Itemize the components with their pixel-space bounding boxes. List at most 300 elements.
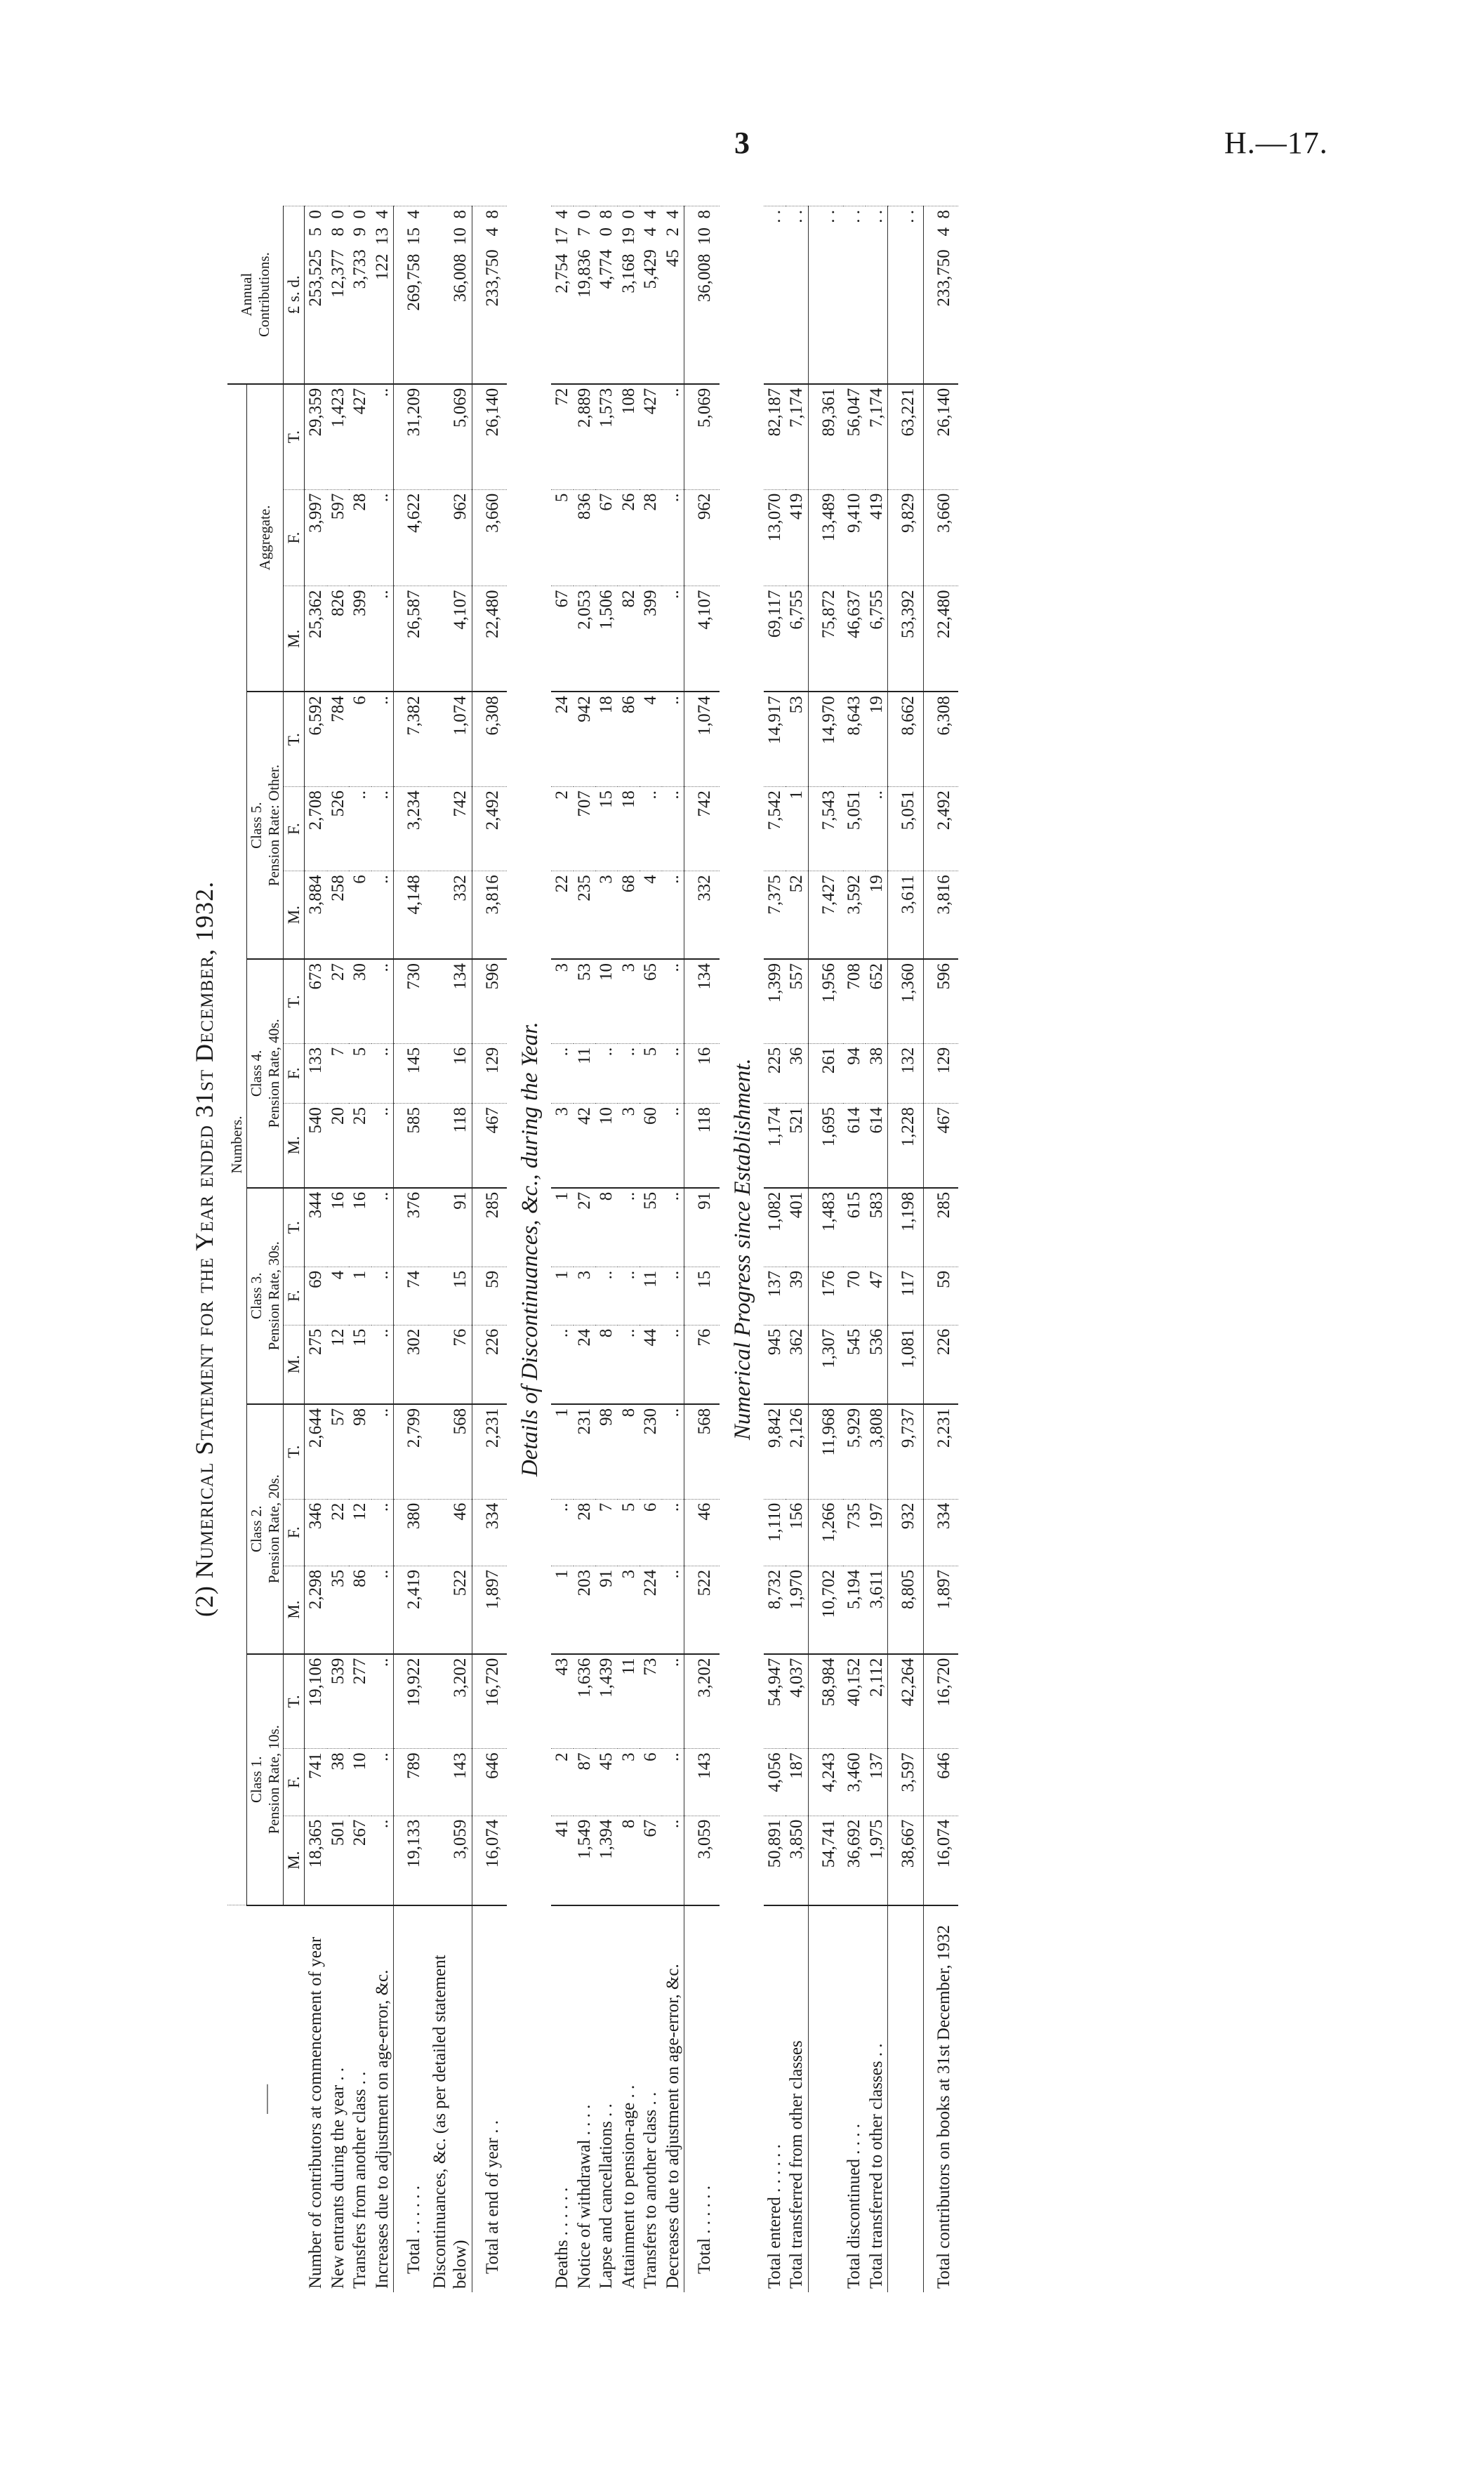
cell-value: 1,483 bbox=[808, 1188, 843, 1267]
cell-value: 1 bbox=[786, 787, 808, 871]
cell-value: 585 bbox=[394, 1103, 429, 1187]
cell-value: 63,221 bbox=[888, 384, 924, 489]
contribution-value: 233,750 4 8 bbox=[472, 206, 507, 384]
cell-value: 98 bbox=[349, 1404, 371, 1499]
cell-value: 1,198 bbox=[888, 1188, 924, 1267]
cell-value: 20 bbox=[327, 1103, 350, 1187]
cell-value: 67 bbox=[640, 1816, 662, 1905]
cell-value: 31,209 bbox=[394, 384, 429, 489]
cell-value: 380 bbox=[394, 1499, 429, 1566]
cell-value: 399 bbox=[349, 586, 371, 692]
cell-value: 7,174 bbox=[786, 384, 808, 489]
cell-value: 302 bbox=[394, 1325, 429, 1404]
cell-value: 2,231 bbox=[923, 1404, 958, 1499]
row-label: Notice of withdrawal . . . . bbox=[574, 1905, 596, 2292]
cell-value: 137 bbox=[866, 1749, 888, 1816]
cell-value: 50,891 bbox=[764, 1816, 786, 1905]
cell-value: 60 bbox=[640, 1103, 662, 1187]
cell-value: 1,074 bbox=[429, 692, 472, 786]
section-heading: Details of Discontinuances, &c., during the Year. bbox=[517, 1022, 543, 1477]
cell-value: 134 bbox=[429, 959, 472, 1043]
annual-contributions-header: Annual Contributions. bbox=[227, 206, 284, 384]
cell-value: 11 bbox=[618, 1654, 640, 1749]
cell-value: 235 bbox=[574, 871, 596, 959]
cell-value: 285 bbox=[472, 1188, 507, 1267]
cell-value: 16,720 bbox=[472, 1654, 507, 1749]
table-row bbox=[684, 206, 720, 2293]
class-group-header: Class 5. Pension Rate: Other. bbox=[246, 692, 284, 959]
contribution-value: 233,750 4 8 bbox=[923, 206, 958, 384]
cell-value: 526 bbox=[327, 787, 350, 871]
cell-value: 43 bbox=[551, 1654, 574, 1749]
cell-value: 5,194 bbox=[843, 1566, 866, 1653]
row-label: Total discontinued . . . . bbox=[843, 1905, 866, 2292]
cell-value: 8 bbox=[595, 1188, 618, 1267]
cell-value: 9,737 bbox=[888, 1404, 924, 1499]
cell-value: 3 bbox=[618, 1749, 640, 1816]
cell-value: 13,070 bbox=[764, 489, 786, 586]
cell-value: 540 bbox=[305, 1103, 327, 1187]
section-heading: Numerical Progress since Establishment. bbox=[729, 1058, 755, 1441]
row-label bbox=[808, 1905, 843, 2292]
cell-value: 1,174 bbox=[764, 1103, 786, 1187]
cell-value: 35 bbox=[327, 1566, 350, 1653]
cell-value: 1,307 bbox=[808, 1325, 843, 1404]
cell-value: 4 bbox=[640, 871, 662, 959]
cell-value: 16 bbox=[349, 1188, 371, 1267]
contribution-value: 12,377 8 0 bbox=[327, 206, 350, 384]
cell-value: 53 bbox=[786, 692, 808, 786]
cell-value: 65 bbox=[640, 959, 662, 1043]
cell-value: 1,636 bbox=[574, 1654, 596, 1749]
cell-value: .. bbox=[662, 1043, 684, 1103]
row-label: Lapse and cancellations . . bbox=[595, 1905, 618, 2292]
contribution-value: 253,525 5 0 bbox=[305, 206, 327, 384]
cell-value: 58,984 bbox=[808, 1654, 843, 1749]
cell-value: 15 bbox=[429, 1267, 472, 1325]
cell-value: 16 bbox=[429, 1043, 472, 1103]
table-row bbox=[429, 206, 472, 2293]
cell-value: 521 bbox=[786, 1103, 808, 1187]
cell-value: 7,542 bbox=[764, 787, 786, 871]
cell-value: .. bbox=[866, 787, 888, 871]
title-text: Numerical Statement for the Year ended 31st December, 1932. bbox=[190, 880, 218, 1579]
cell-value: 25 bbox=[349, 1103, 371, 1187]
table-row bbox=[662, 206, 684, 2293]
cell-value: 26,140 bbox=[923, 384, 958, 489]
cell-value: .. bbox=[371, 959, 394, 1043]
cell-value: 12 bbox=[327, 1325, 350, 1404]
cell-value: 231 bbox=[574, 1404, 596, 1499]
cell-value: 59 bbox=[472, 1267, 507, 1325]
cell-value: 362 bbox=[786, 1325, 808, 1404]
cell-value: 2,231 bbox=[472, 1404, 507, 1499]
cell-value: 332 bbox=[684, 871, 720, 959]
cell-value: 26,140 bbox=[472, 384, 507, 489]
sub-column-header: T. bbox=[284, 1654, 305, 1749]
cell-value: 1,549 bbox=[574, 1816, 596, 1905]
cell-value: .. bbox=[662, 871, 684, 959]
cell-value: 5,929 bbox=[843, 1404, 866, 1499]
cell-value: 54,947 bbox=[764, 1654, 786, 1749]
cell-value: 1,506 bbox=[595, 586, 618, 692]
cell-value: 10 bbox=[595, 959, 618, 1043]
cell-value: 132 bbox=[888, 1043, 924, 1103]
cell-value: 1 bbox=[551, 1404, 574, 1499]
cell-value: 13,489 bbox=[808, 489, 843, 586]
row-label: Increases due to adjustment on age-error, &c. bbox=[371, 1905, 394, 2292]
cell-value: 4,148 bbox=[394, 871, 429, 959]
cell-value: 41 bbox=[551, 1816, 574, 1905]
cell-value: 16 bbox=[684, 1043, 720, 1103]
cell-value: 7,543 bbox=[808, 787, 843, 871]
cell-value: 15 bbox=[684, 1267, 720, 1325]
cell-value: 3,592 bbox=[843, 871, 866, 959]
cell-value: 1,228 bbox=[888, 1103, 924, 1187]
contribution-value: 5,429 4 4 bbox=[640, 206, 662, 384]
cell-value: .. bbox=[371, 1654, 394, 1749]
cell-value: .. bbox=[371, 1816, 394, 1905]
cell-value: 2,298 bbox=[305, 1566, 327, 1653]
contribution-value: . . bbox=[786, 206, 808, 384]
cell-value: 6,755 bbox=[866, 586, 888, 692]
cell-value: 4,243 bbox=[808, 1749, 843, 1816]
cell-value: 3,660 bbox=[472, 489, 507, 586]
cell-value: 2,644 bbox=[305, 1404, 327, 1499]
cell-value: 735 bbox=[843, 1499, 866, 1566]
cell-value: 1,439 bbox=[595, 1654, 618, 1749]
row-label: New entrants during the year . . bbox=[327, 1905, 350, 2292]
class-group-header: Class 1. Pension Rate, 10s. bbox=[246, 1654, 284, 1905]
cell-value: 427 bbox=[640, 384, 662, 489]
cell-value: 10,702 bbox=[808, 1566, 843, 1653]
cell-value: 5,069 bbox=[684, 384, 720, 489]
cell-value: .. bbox=[371, 1188, 394, 1267]
cell-value: 26 bbox=[618, 489, 640, 586]
cell-value: 332 bbox=[429, 871, 472, 959]
cell-value: 275 bbox=[305, 1325, 327, 1404]
cell-value: 4,107 bbox=[429, 586, 472, 692]
table-row bbox=[786, 206, 808, 2293]
cell-value: 3 bbox=[618, 1103, 640, 1187]
cell-value: .. bbox=[551, 1499, 574, 1566]
cell-value: 3,059 bbox=[684, 1816, 720, 1905]
page-title bbox=[190, 206, 219, 2292]
cell-value: 419 bbox=[786, 489, 808, 586]
contribution-value: 36,008 10 8 bbox=[429, 206, 472, 384]
table-row bbox=[349, 206, 371, 2293]
cell-value: 467 bbox=[472, 1103, 507, 1187]
cell-value: 3,597 bbox=[888, 1749, 924, 1816]
cell-value: 1,081 bbox=[888, 1325, 924, 1404]
cell-value: 7,174 bbox=[866, 384, 888, 489]
cell-value: 82 bbox=[618, 586, 640, 692]
cell-value: 3,202 bbox=[429, 1654, 472, 1749]
cell-value: .. bbox=[371, 1404, 394, 1499]
sub-column-header: M. bbox=[284, 1103, 305, 1187]
cell-value: 143 bbox=[429, 1749, 472, 1816]
cell-value: 6 bbox=[640, 1499, 662, 1566]
cell-value: 18 bbox=[618, 787, 640, 871]
cell-value: 1,423 bbox=[327, 384, 350, 489]
row-label: Total . . . . . . bbox=[394, 1905, 429, 2292]
cell-value: 27 bbox=[327, 959, 350, 1043]
contribution-value: . . bbox=[808, 206, 843, 384]
sub-column-header: F. bbox=[284, 1043, 305, 1103]
cell-value: 46 bbox=[684, 1499, 720, 1566]
cell-value: 673 bbox=[305, 959, 327, 1043]
cell-value: 2,799 bbox=[394, 1404, 429, 1499]
cell-value: .. bbox=[618, 1188, 640, 1267]
cell-value: 1,897 bbox=[472, 1566, 507, 1653]
cell-value: 28 bbox=[349, 489, 371, 586]
cell-value: 1,975 bbox=[866, 1816, 888, 1905]
cell-value: 3,611 bbox=[888, 871, 924, 959]
cell-value: 6,755 bbox=[786, 586, 808, 692]
cell-value: .. bbox=[662, 1404, 684, 1499]
class-group-header: Class 2. Pension Rate, 20s. bbox=[246, 1404, 284, 1654]
cell-value: 5,051 bbox=[888, 787, 924, 871]
cell-value: 3 bbox=[551, 1103, 574, 1187]
table-row bbox=[866, 206, 888, 2293]
cell-value: 2,492 bbox=[472, 787, 507, 871]
cell-value: 197 bbox=[866, 1499, 888, 1566]
cell-value: .. bbox=[371, 692, 394, 786]
cell-value: 1,360 bbox=[888, 959, 924, 1043]
contribution-value: 122 13 4 bbox=[371, 206, 394, 384]
cell-value: 1 bbox=[551, 1188, 574, 1267]
cell-value: 16,720 bbox=[923, 1654, 958, 1749]
cell-value: .. bbox=[551, 1325, 574, 1404]
sub-column-header: M. bbox=[284, 871, 305, 959]
cell-value: 74 bbox=[394, 1267, 429, 1325]
cell-value: .. bbox=[551, 1043, 574, 1103]
cell-value: 38,667 bbox=[888, 1816, 924, 1905]
cell-value: .. bbox=[371, 1749, 394, 1816]
cell-value: .. bbox=[371, 489, 394, 586]
table-row bbox=[305, 206, 327, 2293]
contribution-value: 2,754 17 4 bbox=[551, 206, 574, 384]
row-label: Total at end of year . . bbox=[472, 1905, 507, 2292]
row-label: Total . . . . . . bbox=[684, 1905, 720, 2292]
cell-value: 1,082 bbox=[764, 1188, 786, 1267]
numerical-statement-table bbox=[227, 206, 958, 2292]
cell-value: 1,695 bbox=[808, 1103, 843, 1187]
cell-value: 7,375 bbox=[764, 871, 786, 959]
cell-value: 6 bbox=[349, 692, 371, 786]
cell-value: 2,889 bbox=[574, 384, 596, 489]
cell-value: 4 bbox=[640, 692, 662, 786]
cell-value: 419 bbox=[866, 489, 888, 586]
cell-value: 5,051 bbox=[843, 787, 866, 871]
cell-value: 29,359 bbox=[305, 384, 327, 489]
cell-value: 784 bbox=[327, 692, 350, 786]
cell-value: 427 bbox=[349, 384, 371, 489]
cell-value: 7 bbox=[327, 1043, 350, 1103]
cell-value: 962 bbox=[684, 489, 720, 586]
row-label: Transfers from another class . . bbox=[349, 1905, 371, 2292]
cell-value: 3,816 bbox=[472, 871, 507, 959]
cell-value: 3 bbox=[618, 1566, 640, 1653]
cell-value: 38 bbox=[866, 1043, 888, 1103]
cell-value: 68 bbox=[618, 871, 640, 959]
sub-column-header: T. bbox=[284, 1188, 305, 1267]
cell-value: 91 bbox=[595, 1566, 618, 1653]
cell-value: 24 bbox=[574, 1325, 596, 1404]
cell-value: 1,970 bbox=[786, 1566, 808, 1653]
cell-value: 3,808 bbox=[866, 1404, 888, 1499]
cell-value: 836 bbox=[574, 489, 596, 586]
cell-value: 1,399 bbox=[764, 959, 786, 1043]
cell-value: 18 bbox=[595, 692, 618, 786]
cell-value: 3,611 bbox=[866, 1566, 888, 1653]
cell-value: 557 bbox=[786, 959, 808, 1043]
money-units-header: £ s. d. bbox=[284, 206, 305, 384]
cell-value: 6,308 bbox=[472, 692, 507, 786]
cell-value: .. bbox=[662, 1749, 684, 1816]
cell-value: .. bbox=[371, 384, 394, 489]
table-row bbox=[618, 206, 640, 2293]
cell-value: 6 bbox=[349, 871, 371, 959]
cell-value: 225 bbox=[764, 1043, 786, 1103]
row-label: Total transferred to other classes . . bbox=[866, 1905, 888, 2292]
cell-value: 258 bbox=[327, 871, 350, 959]
cell-value: 8,643 bbox=[843, 692, 866, 786]
cell-value: .. bbox=[371, 1267, 394, 1325]
cell-value: 226 bbox=[923, 1325, 958, 1404]
cell-value: 789 bbox=[394, 1749, 429, 1816]
cell-value: 56,047 bbox=[843, 384, 866, 489]
cell-value: .. bbox=[595, 1043, 618, 1103]
cell-value: 399 bbox=[640, 586, 662, 692]
cell-value: 2,112 bbox=[866, 1654, 888, 1749]
table-row bbox=[595, 206, 618, 2293]
cell-value: 7 bbox=[595, 1499, 618, 1566]
cell-value: 730 bbox=[394, 959, 429, 1043]
title-prefix: (2) bbox=[190, 1578, 218, 1618]
cell-value: 3,660 bbox=[923, 489, 958, 586]
cell-value: 522 bbox=[429, 1566, 472, 1653]
cell-value: 2,419 bbox=[394, 1566, 429, 1653]
sub-column-header: M. bbox=[284, 1566, 305, 1653]
cell-value: 614 bbox=[843, 1103, 866, 1187]
cell-value: 3,059 bbox=[429, 1816, 472, 1905]
row-label bbox=[888, 1905, 924, 2292]
cell-value: 30 bbox=[349, 959, 371, 1043]
cell-value: 5 bbox=[618, 1499, 640, 1566]
table-row bbox=[764, 206, 786, 2293]
cell-value: .. bbox=[371, 1499, 394, 1566]
cell-value: .. bbox=[618, 1325, 640, 1404]
cell-value: 8,662 bbox=[888, 692, 924, 786]
cell-value: 26,587 bbox=[394, 586, 429, 692]
cell-value: 3,884 bbox=[305, 871, 327, 959]
cell-value: 16 bbox=[327, 1188, 350, 1267]
cell-value: 230 bbox=[640, 1404, 662, 1499]
cell-value: 2,053 bbox=[574, 586, 596, 692]
sub-column-header: F. bbox=[284, 1499, 305, 1566]
cell-value: 108 bbox=[618, 384, 640, 489]
cell-value: 4,107 bbox=[684, 586, 720, 692]
cell-value: .. bbox=[662, 1103, 684, 1187]
cell-value: 28 bbox=[574, 1499, 596, 1566]
cell-value: 187 bbox=[786, 1749, 808, 1816]
cell-value: 2 bbox=[551, 787, 574, 871]
cell-value: 145 bbox=[394, 1043, 429, 1103]
cell-value: 52 bbox=[786, 871, 808, 959]
cell-value: 89,361 bbox=[808, 384, 843, 489]
cell-value: .. bbox=[371, 871, 394, 959]
cell-value: 67 bbox=[551, 586, 574, 692]
cell-value: 4,037 bbox=[786, 1654, 808, 1749]
sub-column-header: T. bbox=[284, 384, 305, 489]
cell-value: 1 bbox=[551, 1267, 574, 1325]
cell-value: 10 bbox=[349, 1749, 371, 1816]
cell-value: .. bbox=[371, 1043, 394, 1103]
cell-value: 5 bbox=[551, 489, 574, 586]
cell-value: 46 bbox=[429, 1499, 472, 1566]
row-label: Deaths . . . . . . bbox=[551, 1905, 574, 2292]
table-row bbox=[923, 206, 958, 2293]
cell-value: 39 bbox=[786, 1267, 808, 1325]
cell-value: 467 bbox=[923, 1103, 958, 1187]
cell-value: 945 bbox=[764, 1325, 786, 1404]
cell-value: 267 bbox=[349, 1816, 371, 1905]
cell-value: 522 bbox=[684, 1566, 720, 1653]
cell-value: 73 bbox=[640, 1654, 662, 1749]
cell-value: 67 bbox=[595, 489, 618, 586]
cell-value: 1,110 bbox=[764, 1499, 786, 1566]
cell-value: 87 bbox=[574, 1749, 596, 1816]
sub-column-header: M. bbox=[284, 586, 305, 692]
cell-value: 11 bbox=[574, 1043, 596, 1103]
row-label: Total entered . . . . . . bbox=[764, 1905, 786, 2292]
cell-value: 14,917 bbox=[764, 692, 786, 786]
cell-value: 707 bbox=[574, 787, 596, 871]
cell-value: 285 bbox=[923, 1188, 958, 1267]
sub-column-header: F. bbox=[284, 1749, 305, 1816]
cell-value: 545 bbox=[843, 1325, 866, 1404]
cell-value: 1,074 bbox=[684, 692, 720, 786]
cell-value: .. bbox=[618, 1043, 640, 1103]
cell-value: 346 bbox=[305, 1499, 327, 1566]
contribution-value: 19,836 7 0 bbox=[574, 206, 596, 384]
cell-value: 19,106 bbox=[305, 1654, 327, 1749]
cell-value: 22 bbox=[551, 871, 574, 959]
cell-value: 539 bbox=[327, 1654, 350, 1749]
cell-value: 741 bbox=[305, 1749, 327, 1816]
cell-value: 8 bbox=[595, 1325, 618, 1404]
sub-column-header: F. bbox=[284, 489, 305, 586]
cell-value: 5 bbox=[640, 1043, 662, 1103]
cell-value: 708 bbox=[843, 959, 866, 1043]
cell-value: 2,492 bbox=[923, 787, 958, 871]
cell-value: 28 bbox=[640, 489, 662, 586]
cell-value: 3 bbox=[574, 1267, 596, 1325]
sub-column-header: M. bbox=[284, 1325, 305, 1404]
cell-value: 10 bbox=[595, 1103, 618, 1187]
cell-value: .. bbox=[595, 1267, 618, 1325]
cell-value: 42 bbox=[574, 1103, 596, 1187]
cell-value: 137 bbox=[764, 1267, 786, 1325]
cell-value: 4 bbox=[327, 1267, 350, 1325]
cell-value: 3,202 bbox=[684, 1654, 720, 1749]
table-row bbox=[327, 206, 350, 2293]
table-row bbox=[574, 206, 596, 2293]
cell-value: .. bbox=[371, 1325, 394, 1404]
cell-value: 143 bbox=[684, 1749, 720, 1816]
cell-value: 55 bbox=[640, 1188, 662, 1267]
